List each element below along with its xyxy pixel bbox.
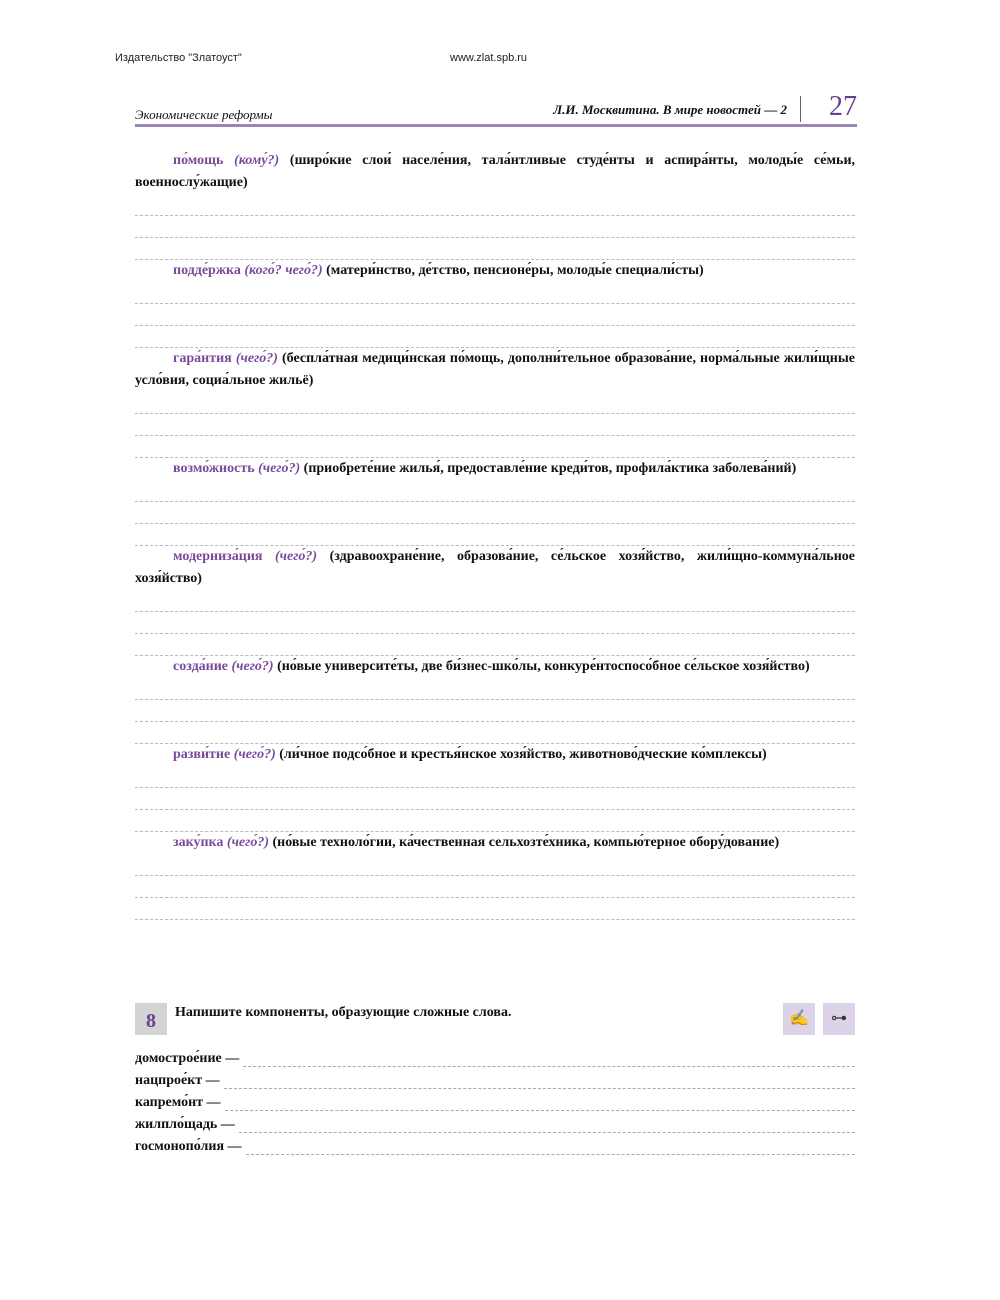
answer-line[interactable] [135,238,855,260]
answer-line[interactable] [135,326,855,348]
paragraph-question: (чего́?) [231,659,274,674]
book-title: Л.И. Москвитина. В мире новостей — 2 [553,102,787,117]
paragraph-text: (приобрете́ние жилья́, предоставле́ние креди́тов, профила́ктика заболева́ний) [300,461,797,476]
answer-line[interactable] [135,590,855,612]
publisher-url: www.zlat.spb.ru [450,52,528,64]
paragraph-keyword: по́мощь [173,153,224,168]
answer-line[interactable] [135,282,855,304]
answer-line[interactable] [135,678,855,700]
answer-line[interactable] [135,524,855,546]
running-header [135,92,857,127]
answer-line[interactable] [135,436,855,458]
word-row [135,1045,855,1067]
paragraph-question: (чего́?) [235,351,278,366]
answer-line[interactable] [135,304,855,326]
answer-line[interactable] [135,502,855,524]
exercise-title: Напишите компоненты, образующие сложные слова. [175,1005,512,1020]
paragraph [135,260,855,282]
word-row [135,1089,855,1111]
paragraph-text: (беспла́тная медици́нская по́мощь, дополни́тельное образова́ние, норма́льные жили́щные усло́вия, социа́льное жильё) [135,351,855,388]
answer-line[interactable] [135,612,855,634]
header-divider [800,96,801,122]
paragraph-question: (кому́?) [234,153,280,168]
paragraph-keyword: заку́пка [173,835,224,850]
page-number: 27 [829,91,857,122]
word-row [135,1133,855,1155]
answer-line[interactable] [135,788,855,810]
paragraph-keyword: гара́нтия [173,351,232,366]
paragraph-text: (широ́кие слои́ населе́ния, тала́нтливые студе́нты и аспира́нты, молоды́е се́мьи, военнослу́жащие) [135,153,856,190]
word-list [135,1045,855,1155]
section-title: Экономические реформы [135,107,273,122]
compound-word: капремо́нт — [135,1095,221,1110]
answer-line[interactable] [135,216,855,238]
answer-line[interactable] [225,1094,855,1111]
answer-line[interactable] [224,1072,855,1089]
paragraph [135,546,855,590]
pen-writing-icon: ✍ [783,1003,815,1035]
word-row [135,1067,855,1089]
answer-line[interactable] [135,876,855,898]
paragraph-question: (чего́?) [226,835,269,850]
paragraph-keyword: подде́ржка [173,263,241,278]
paragraph-text: (но́вые техноло́гии, ка́чественная сельхозте́хника, компью́терное обору́дование) [268,835,780,850]
answer-line[interactable] [135,194,855,216]
answer-line[interactable] [135,810,855,832]
paragraph-question: (чего́?) [258,461,301,476]
answer-line[interactable] [135,480,855,502]
answer-line[interactable] [135,898,855,920]
answer-line[interactable] [239,1116,855,1133]
paragraph-text: (здравоохране́ние, образова́ние, се́льское хозя́йство, жили́щно-коммуна́льное хозя́йство) [135,549,855,586]
answer-line[interactable] [135,722,855,744]
compound-word: жилпло́щадь — [135,1117,235,1132]
compound-word: домострое́ние — [135,1051,240,1066]
paragraph [135,458,855,480]
paragraph-question: (чего́?) [233,747,276,762]
compound-word: нацпрое́кт — [135,1073,220,1088]
paragraph [135,832,855,854]
paragraph-keyword: разви́тие [173,747,231,762]
publisher: Издательство "Златоуст" [115,52,242,64]
answer-line[interactable] [135,700,855,722]
answer-line[interactable] [135,766,855,788]
answer-line[interactable] [246,1138,855,1155]
answer-line[interactable] [135,634,855,656]
paragraph-keyword: возмо́жность [173,461,255,476]
paragraph-text: (ли́чное подсо́бное и крестья́нское хозя́йство, животново́дческие ко́мплексы) [275,747,767,762]
exercise-paragraphs [135,150,855,920]
paragraph [135,744,855,766]
paragraph [135,348,855,392]
paragraph-question: (чего́?) [275,549,318,564]
paragraph-text: (матери́нство, де́тство, пенсионе́ры, молоды́е специали́сты) [322,263,704,278]
compound-word: госмонопо́лия — [135,1139,242,1154]
answer-line[interactable] [135,392,855,414]
word-row [135,1111,855,1133]
paragraph-question: (кого́? чего́?) [244,263,323,278]
paragraph-text: (но́вые университе́ты, две би́знес-шко́лы, конкуре́нтоспосо́бное се́льское хозя́йство) [273,659,810,674]
answer-line[interactable] [135,414,855,436]
paragraph-keyword: созда́ние [173,659,229,674]
key-icon: ⊶ [823,1003,855,1035]
exercise-number: 8 [135,1003,167,1035]
paragraph-keyword: модерниза́ция [173,549,263,564]
paragraph [135,150,855,194]
paragraph [135,656,855,678]
answer-line[interactable] [243,1050,855,1067]
answer-line[interactable] [135,854,855,876]
